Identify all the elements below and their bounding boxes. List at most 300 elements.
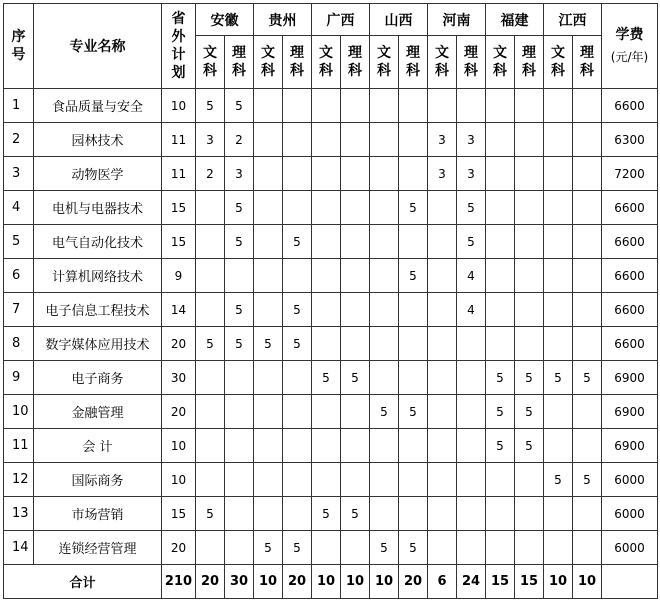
row-plan: 14 [162,293,196,327]
row-quota-cell [341,89,370,123]
row-quota-cell [486,191,515,225]
sub-wen-label: 文科 [261,44,275,79]
total-fee [602,565,658,599]
row-quota-cell: 5 [196,89,225,123]
header-plan-label: 省外计划 [171,10,186,82]
row-quota-cell [254,429,283,463]
header-row-provinces [4,4,658,36]
row-fee: 6000 [602,531,658,565]
row-quota-cell: 5 [486,361,515,395]
row-quota-cell [457,395,486,429]
row-quota-cell [254,463,283,497]
row-quota-cell: 5 [544,361,573,395]
row-quota-cell [428,259,457,293]
row-quota-cell [544,395,573,429]
total-cell: 20 [283,565,312,599]
row-quota-cell [457,361,486,395]
province-label: 贵州 [268,12,297,29]
row-name: 动物医学 [34,157,162,191]
header-name [34,4,162,89]
row-quota-cell [283,361,312,395]
row-quota-cell: 5 [225,327,254,361]
row-quota-cell [196,531,225,565]
header-province-anhui [196,4,254,36]
row-quota-cell [486,497,515,531]
row-quota-cell [399,157,428,191]
row-name: 金融管理 [34,395,162,429]
row-quota-cell [283,89,312,123]
row-name: 食品质量与安全 [34,89,162,123]
row-quota-cell [370,123,399,157]
row-quota-cell [370,463,399,497]
row-quota-cell [254,497,283,531]
row-quota-cell [573,89,602,123]
total-cell: 10 [341,565,370,599]
header-sub-wen [196,36,225,89]
table-row [4,531,658,565]
header-province-fujian [486,4,544,36]
row-quota-cell [515,327,544,361]
row-quota-cell [399,497,428,531]
total-label: 合计 [4,565,162,599]
row-quota-cell [515,259,544,293]
row-quota-cell [573,157,602,191]
row-fee: 6600 [602,327,658,361]
row-name: 园林技术 [34,123,162,157]
row-fee: 6600 [602,293,658,327]
row-quota-cell [515,225,544,259]
table-row [4,89,658,123]
sub-li-label: 理科 [348,44,362,79]
row-quota-cell [312,531,341,565]
row-seq: 13 [4,497,34,531]
row-quota-cell [312,293,341,327]
row-quota-cell [486,157,515,191]
row-fee: 6900 [602,395,658,429]
row-quota-cell [399,89,428,123]
row-quota-cell [486,225,515,259]
row-quota-cell [341,123,370,157]
row-quota-cell [225,429,254,463]
header-sub-li [341,36,370,89]
table-row [4,463,658,497]
row-quota-cell [196,225,225,259]
row-quota-cell [515,89,544,123]
row-quota-cell [341,191,370,225]
row-quota-cell [544,89,573,123]
row-quota-cell [254,191,283,225]
row-quota-cell [515,123,544,157]
row-quota-cell [225,463,254,497]
row-quota-cell [283,259,312,293]
province-label: 广西 [326,12,355,29]
row-quota-cell [341,293,370,327]
row-quota-cell [428,225,457,259]
row-quota-cell [196,191,225,225]
row-quota-cell [283,429,312,463]
header-sub-wen [544,36,573,89]
row-quota-cell [370,361,399,395]
row-quota-cell [486,259,515,293]
row-name: 电子商务 [34,361,162,395]
row-quota-cell [225,531,254,565]
table-row [4,123,658,157]
row-quota-cell [544,293,573,327]
row-quota-cell [428,395,457,429]
row-quota-cell [399,429,428,463]
row-quota-cell [370,497,399,531]
row-quota-cell [544,497,573,531]
sub-wen-label: 文科 [435,44,449,79]
total-cell: 10 [254,565,283,599]
row-quota-cell [283,191,312,225]
row-quota-cell [428,531,457,565]
table-body [4,89,658,565]
row-quota-cell: 3 [428,123,457,157]
row-quota-cell [312,327,341,361]
row-plan: 20 [162,531,196,565]
row-quota-cell [457,463,486,497]
total-cell: 20 [196,565,225,599]
row-quota-cell [544,429,573,463]
sub-li-label: 理科 [464,44,478,79]
row-quota-cell: 5 [457,225,486,259]
header-sub-wen [254,36,283,89]
total-cell: 20 [399,565,428,599]
row-plan: 20 [162,327,196,361]
total-row [4,565,658,599]
row-quota-cell [341,259,370,293]
total-cell: 10 [573,565,602,599]
province-label: 河南 [442,12,471,29]
row-quota-cell [341,225,370,259]
row-quota-cell: 5 [283,531,312,565]
row-quota-cell: 5 [457,191,486,225]
row-quota-cell [544,123,573,157]
header-seq-label: 序号 [11,28,26,63]
province-label: 福建 [500,12,529,29]
row-seq: 10 [4,395,34,429]
total-cell: 10 [370,565,399,599]
row-quota-cell [544,157,573,191]
row-quota-cell [573,327,602,361]
total-cell: 15 [515,565,544,599]
row-quota-cell [254,89,283,123]
row-plan: 11 [162,123,196,157]
header-name-label: 专业名称 [69,39,126,55]
row-quota-cell [283,123,312,157]
row-name: 电子信息工程技术 [34,293,162,327]
sub-li-label: 理科 [290,44,304,79]
row-plan: 9 [162,259,196,293]
row-quota-cell [312,429,341,463]
row-seq: 2 [4,123,34,157]
header-province-guangxi [312,4,370,36]
row-quota-cell: 5 [370,531,399,565]
row-quota-cell [370,225,399,259]
row-seq: 1 [4,89,34,123]
row-quota-cell [428,293,457,327]
row-quota-cell: 5 [341,361,370,395]
row-quota-cell [254,259,283,293]
row-quota-cell: 5 [283,293,312,327]
row-quota-cell: 5 [399,191,428,225]
row-quota-cell [312,89,341,123]
row-quota-cell [399,463,428,497]
row-quota-cell [457,497,486,531]
row-quota-cell [428,191,457,225]
row-quota-cell [515,531,544,565]
row-quota-cell [225,259,254,293]
row-quota-cell: 5 [283,225,312,259]
row-quota-cell [428,429,457,463]
row-fee: 6900 [602,361,658,395]
row-quota-cell: 5 [254,531,283,565]
row-quota-cell: 5 [573,361,602,395]
header-sub-li [225,36,254,89]
row-quota-cell [428,89,457,123]
row-quota-cell [544,259,573,293]
header-sub-wen [486,36,515,89]
row-quota-cell: 5 [573,463,602,497]
row-name: 连锁经营管理 [34,531,162,565]
row-quota-cell [225,395,254,429]
row-quota-cell [573,395,602,429]
row-quota-cell [457,429,486,463]
row-quota-cell [196,259,225,293]
table-row [4,395,658,429]
row-quota-cell: 3 [225,157,254,191]
row-plan: 11 [162,157,196,191]
table-row [4,259,658,293]
row-quota-cell: 5 [486,429,515,463]
row-quota-cell: 5 [515,429,544,463]
row-seq: 9 [4,361,34,395]
row-name: 国际商务 [34,463,162,497]
row-quota-cell [399,293,428,327]
row-quota-cell: 5 [225,225,254,259]
row-seq: 4 [4,191,34,225]
row-quota-cell [428,463,457,497]
row-quota-cell [544,191,573,225]
header-plan [162,4,196,89]
row-quota-cell: 5 [486,395,515,429]
total-plan: 210 [162,565,196,599]
row-quota-cell: 5 [399,531,428,565]
row-quota-cell [341,463,370,497]
table-row [4,327,658,361]
row-plan: 20 [162,395,196,429]
row-quota-cell [544,225,573,259]
row-quota-cell [515,191,544,225]
header-sub-wen [312,36,341,89]
row-name: 市场营销 [34,497,162,531]
sub-li-label: 理科 [522,44,536,79]
row-quota-cell [370,259,399,293]
row-seq: 14 [4,531,34,565]
row-quota-cell: 5 [399,259,428,293]
row-quota-cell [254,293,283,327]
header-sub-li [573,36,602,89]
row-quota-cell [399,225,428,259]
row-fee: 6600 [602,89,658,123]
total-cell: 10 [312,565,341,599]
row-quota-cell: 5 [196,327,225,361]
row-fee: 6600 [602,259,658,293]
row-fee: 6900 [602,429,658,463]
row-quota-cell [399,361,428,395]
enrollment-plan-table-wrapper [3,3,658,599]
province-label: 山西 [384,12,413,29]
row-quota-cell [225,361,254,395]
row-quota-cell [196,293,225,327]
sub-wen-label: 文科 [493,44,507,79]
header-sub-li [399,36,428,89]
sub-wen-label: 文科 [203,44,217,79]
row-quota-cell [486,531,515,565]
row-quota-cell [341,395,370,429]
row-plan: 15 [162,497,196,531]
row-quota-cell [428,327,457,361]
row-quota-cell [283,463,312,497]
row-fee: 6000 [602,463,658,497]
row-quota-cell [196,429,225,463]
row-quota-cell [254,225,283,259]
row-name: 电机与电器技术 [34,191,162,225]
row-quota-cell: 5 [515,395,544,429]
row-quota-cell [486,123,515,157]
row-name: 会 计 [34,429,162,463]
row-seq: 7 [4,293,34,327]
row-fee: 7200 [602,157,658,191]
sub-li-label: 理科 [580,44,594,79]
row-quota-cell [370,89,399,123]
row-quota-cell [573,497,602,531]
total-cell: 10 [544,565,573,599]
header-seq [4,4,34,89]
row-quota-cell [370,327,399,361]
row-quota-cell [312,123,341,157]
row-quota-cell: 5 [515,361,544,395]
row-quota-cell [573,191,602,225]
header-sub-li [515,36,544,89]
enrollment-plan-table [3,3,658,599]
row-quota-cell [341,157,370,191]
row-quota-cell [573,259,602,293]
row-plan: 10 [162,429,196,463]
row-quota-cell [486,463,515,497]
row-quota-cell: 5 [225,191,254,225]
row-quota-cell: 5 [544,463,573,497]
row-quota-cell [312,157,341,191]
header-sub-wen [428,36,457,89]
row-name: 计算机网络技术 [34,259,162,293]
row-quota-cell [312,259,341,293]
row-fee: 6600 [602,225,658,259]
row-quota-cell: 5 [370,395,399,429]
row-quota-cell: 3 [457,123,486,157]
header-province-henan [428,4,486,36]
row-quota-cell [312,191,341,225]
table-row [4,293,658,327]
province-label: 安徽 [210,12,239,29]
row-quota-cell [370,191,399,225]
row-quota-cell [225,497,254,531]
row-quota-cell [196,395,225,429]
sub-li-label: 理科 [406,44,420,79]
header-province-shanxi [370,4,428,36]
row-plan: 30 [162,361,196,395]
row-quota-cell: 5 [341,497,370,531]
row-quota-cell [254,361,283,395]
row-quota-cell: 5 [312,361,341,395]
header-fee-unit: (元/年) [610,50,649,65]
row-fee: 6300 [602,123,658,157]
row-quota-cell: 4 [457,259,486,293]
row-name: 电气自动化技术 [34,225,162,259]
row-quota-cell [573,225,602,259]
row-quota-cell: 5 [225,89,254,123]
row-quota-cell [515,463,544,497]
table-row [4,191,658,225]
header-sub-li [457,36,486,89]
row-quota-cell: 4 [457,293,486,327]
row-quota-cell [457,531,486,565]
row-quota-cell [515,293,544,327]
header-province-guizhou [254,4,312,36]
row-plan: 15 [162,225,196,259]
row-quota-cell [457,327,486,361]
row-quota-cell [486,293,515,327]
row-quota-cell [573,429,602,463]
row-quota-cell [254,157,283,191]
row-quota-cell [399,327,428,361]
row-plan: 15 [162,191,196,225]
sub-wen-label: 文科 [319,44,333,79]
total-cell: 24 [457,565,486,599]
row-quota-cell [312,463,341,497]
row-quota-cell [428,497,457,531]
table-row [4,225,658,259]
row-quota-cell: 2 [196,157,225,191]
header-fee-main: 学费 [615,27,644,44]
row-quota-cell [312,395,341,429]
row-seq: 5 [4,225,34,259]
row-quota-cell: 5 [196,497,225,531]
row-quota-cell [283,395,312,429]
row-quota-cell [486,327,515,361]
row-quota-cell [399,123,428,157]
row-quota-cell [544,531,573,565]
row-quota-cell [515,497,544,531]
row-fee: 6000 [602,497,658,531]
row-quota-cell [312,225,341,259]
row-quota-cell: 2 [225,123,254,157]
row-quota-cell [283,497,312,531]
header-sub-wen [370,36,399,89]
row-quota-cell: 3 [457,157,486,191]
row-seq: 11 [4,429,34,463]
table-row [4,157,658,191]
total-cell: 15 [486,565,515,599]
sub-li-label: 理科 [232,44,246,79]
row-quota-cell: 3 [196,123,225,157]
row-quota-cell: 5 [283,327,312,361]
row-quota-cell [254,123,283,157]
header-fee [602,4,658,89]
row-quota-cell [196,361,225,395]
row-quota-cell: 3 [428,157,457,191]
